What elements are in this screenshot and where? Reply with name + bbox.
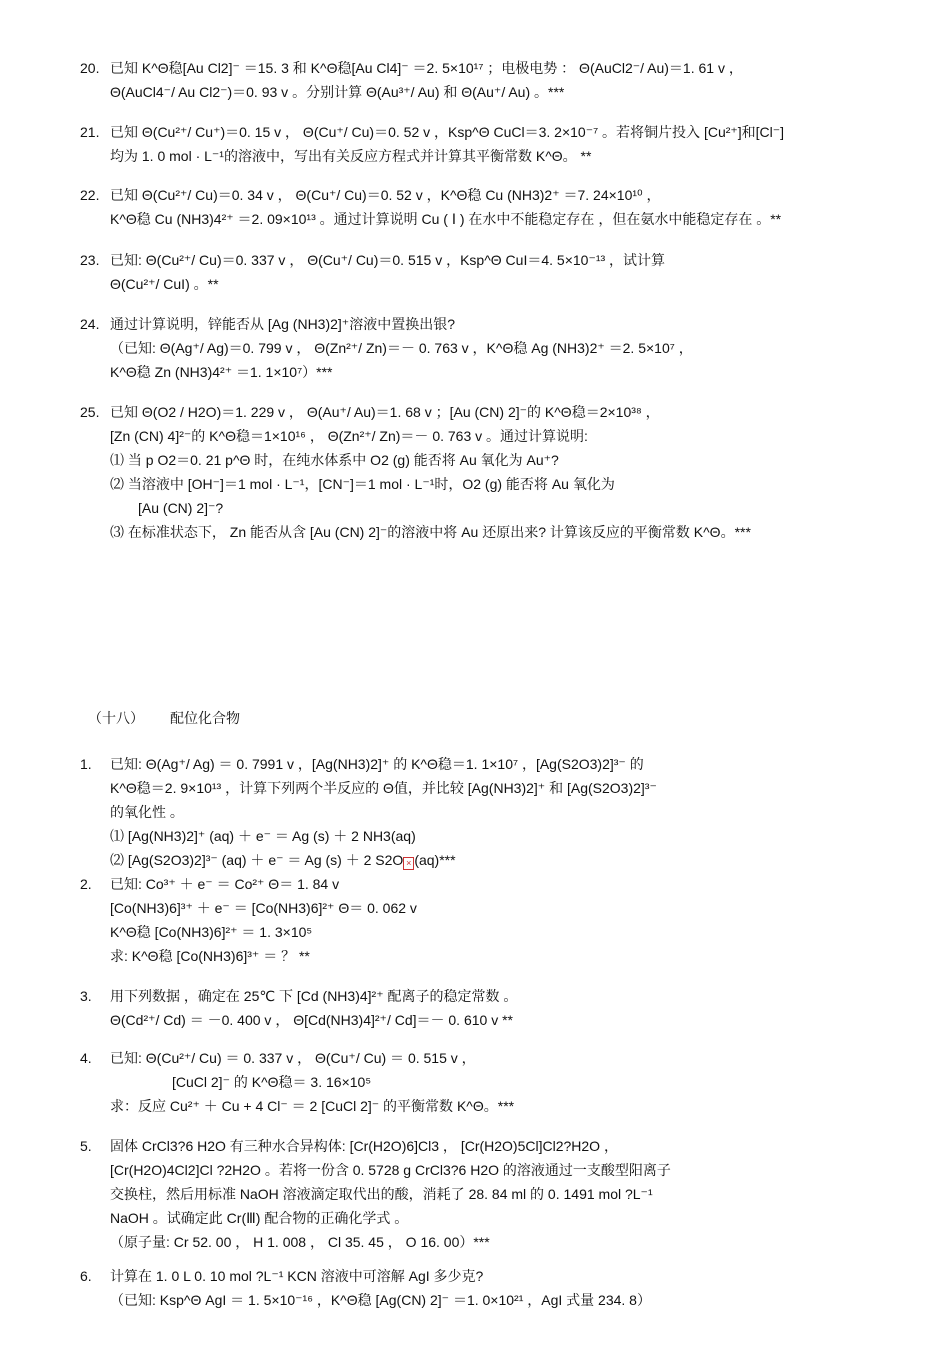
problem-text: [Co(NH3)6]³⁺ ＋ e⁻ ＝ [Co(NH3)6]²⁺ Θ＝ 0. 062 v bbox=[110, 900, 417, 916]
problem-text: 计算在 1. 0 L 0. 10 mol ?L⁻¹ KCN 溶液中可溶解 AgI 多少克? bbox=[110, 1268, 484, 1284]
problem-text: 的氧化性 。 bbox=[110, 804, 184, 820]
problem-number: 20. bbox=[80, 60, 100, 76]
problem-line bbox=[80, 984, 900, 1008]
section-heading bbox=[88, 706, 240, 730]
problem-text: （已知: Ksp^Θ AgI ＝ 1. 5×10⁻¹⁶ ，K^Θ稳 [Ag(CN) 2]⁻ ＝1. 0×10²¹ ，AgI 式量 234. 8） bbox=[110, 1292, 651, 1308]
problem-text: ⑵ [Ag(S2O3)2]³⁻ (aq) ＋ e⁻ ＝ Ag (s) ＋ 2 S2O bbox=[110, 852, 404, 868]
problem-text: 已知: Co³⁺ ＋ e⁻ ＝ Co²⁺ Θ＝ 1. 84 v bbox=[110, 876, 340, 892]
problem-line bbox=[80, 1134, 900, 1158]
problem-line bbox=[80, 920, 900, 944]
problem-text: K^Θ稳＝2. 9×10¹³ ，计算下列两个半反应的 Θ值，并比较 [Ag(NH3)2]⁺ 和 [Ag(S2O3)2]³⁻ bbox=[110, 780, 657, 796]
problem-text: NaOH 。试确定此 Cr(Ⅲ) 配合物的正确化学式 。 bbox=[110, 1210, 409, 1226]
problem-text: 已知: Θ(Cu²⁺/ Cu) ＝ 0. 337 v ， Θ(Cu⁺/ Cu) ＝ 0. 515 v ， bbox=[110, 1050, 476, 1066]
problem-line bbox=[80, 56, 900, 80]
problem-line bbox=[80, 207, 900, 231]
problem-text: ⑵ 当溶液中 [OH⁻]＝1 mol · L⁻¹，[CN⁻]＝1 mol · L⁻¹时，O2 (g) 能否将 Au 氧化为 bbox=[110, 476, 615, 492]
problem-line bbox=[80, 424, 900, 448]
problem-20 bbox=[80, 56, 900, 104]
problem-text: 求：反应 Cu²⁺ ＋ Cu + 4 Cl⁻ ＝ 2 [CuCl 2]⁻ 的平衡常数 K^Θ。*** bbox=[110, 1098, 515, 1114]
problem-text: 均为 1. 0 mol · L⁻¹的溶液中，写出有关反应方程式并计算其平衡常数 K^Θ。 ** bbox=[110, 148, 592, 164]
problem-text: ⑴ 当 p O2＝0. 21 p^Θ 时，在纯水体系中 O2 (g) 能否将 Au 氧化为 Au⁺? bbox=[110, 452, 559, 468]
problem-line bbox=[80, 1070, 900, 1094]
problem-number: 6. bbox=[80, 1268, 92, 1284]
problem-text: K^Θ稳 Cu (NH3)4²⁺ ＝2. 09×10¹³ 。通过计算说明 Cu ( Ⅰ ) 在水中不能稳定存在 ，但在氨水中能稳定存在 。** bbox=[110, 211, 782, 227]
problem-line bbox=[80, 896, 900, 920]
problem-line bbox=[80, 360, 900, 384]
problem-line bbox=[80, 1230, 900, 1254]
section-number: （十八） bbox=[88, 710, 144, 726]
problem-number: 25. bbox=[80, 404, 100, 420]
problem-text: Θ(Cu²⁺/ CuI) 。** bbox=[110, 276, 219, 292]
problem-line bbox=[80, 520, 900, 544]
problem-line bbox=[80, 1206, 900, 1230]
problem-text: （已知: Θ(Ag⁺/ Ag)＝0. 799 v ， Θ(Zn²⁺/ Zn)＝－ 0. 763 v ，K^Θ稳 Ag (NH3)2⁺ ＝2. 5×10⁷ ， bbox=[110, 340, 693, 356]
problem-line bbox=[80, 272, 900, 296]
section-problem-4 bbox=[80, 1046, 900, 1118]
problem-text: 已知: Θ(Cu²⁺/ Cu)＝0. 337 v ， Θ(Cu⁺/ Cu)＝0. 515 v ，Ksp^Θ CuI＝4. 5×10⁻¹³ ，试计算 bbox=[110, 252, 666, 268]
problem-line bbox=[80, 800, 900, 824]
problem-line bbox=[80, 1182, 900, 1206]
problem-number: 1. bbox=[80, 756, 92, 772]
problem-line bbox=[80, 1094, 900, 1118]
problem-text: （原子量: Cr 52. 00 ， H 1. 008 ， Cl 35. 45 ， O 16. 00）*** bbox=[110, 1234, 490, 1250]
problem-line bbox=[80, 848, 900, 872]
problem-number: 22. bbox=[80, 187, 100, 203]
problem-text: Θ(AuCl4⁻/ Au Cl2⁻)＝0. 93 v 。分别计算 Θ(Au³⁺/ Au) 和 Θ(Au⁺/ Au) 。*** bbox=[110, 84, 565, 100]
problem-24 bbox=[80, 312, 900, 384]
problem-line bbox=[80, 336, 900, 360]
problem-text: 已知 Θ(Cu²⁺/ Cu⁺)＝0. 15 v ， Θ(Cu⁺/ Cu)＝0. 52 v ，Ksp^Θ CuCl＝3. 2×10⁻⁷ 。若将铜片投入 [Cu²⁺]和[Cl⁻] bbox=[110, 124, 785, 140]
problem-line bbox=[80, 872, 900, 896]
section-problem-1 bbox=[80, 752, 900, 872]
problem-line bbox=[80, 752, 900, 776]
problem-text: K^Θ稳 [Co(NH3)6]²⁺ ＝ 1. 3×10⁵ bbox=[110, 924, 313, 940]
problem-text: 求: K^Θ稳 [Co(NH3)6]³⁺ ＝ ？ ** bbox=[110, 948, 310, 964]
problem-line bbox=[80, 248, 900, 272]
problem-line bbox=[80, 312, 900, 336]
problem-21 bbox=[80, 120, 900, 168]
problem-text: ⑴ [Ag(NH3)2]⁺ (aq) ＋ e⁻ ＝ Ag (s) ＋ 2 NH3(aq) bbox=[110, 828, 416, 844]
problem-number: 24. bbox=[80, 316, 100, 332]
problem-text: 交换柱，然后用标准 NaOH 溶液滴定取代出的酸，消耗了 28. 84 ml 的 0. 1491 mol ?L⁻¹ bbox=[110, 1186, 653, 1202]
problem-text: [Cr(H2O)4Cl2]Cl ?2H2O 。若将一份含 0. 5728 g CrCl3?6 H2O 的溶液通过一支酸型阳离子 bbox=[110, 1162, 671, 1178]
problem-text: 已知 Θ(O2 / H2O)＝1. 229 v ， Θ(Au⁺/ Au)＝1. 68 v ；[Au (CN) 2]⁻的 K^Θ稳＝2×10³⁸ ， bbox=[110, 404, 660, 420]
problem-23 bbox=[80, 248, 900, 296]
problem-number: 2. bbox=[80, 876, 92, 892]
problem-number: 4. bbox=[80, 1050, 92, 1066]
problem-line bbox=[80, 183, 900, 207]
problem-text: Θ(Cd²⁺/ Cd) ＝ －0. 400 v ， Θ[Cd(NH3)4]²⁺/ Cd]＝－ 0. 610 v ** bbox=[110, 1012, 513, 1028]
problem-number: 5. bbox=[80, 1138, 92, 1154]
problem-text: K^Θ稳 Zn (NH3)4²⁺ ＝1. 1×10⁷）*** bbox=[110, 364, 333, 380]
problem-text: [Au (CN) 2]⁻? bbox=[138, 500, 224, 516]
section-problem-2 bbox=[80, 872, 900, 968]
section-problem-3 bbox=[80, 984, 900, 1032]
problem-text: ⑶ 在标准状态下， Zn 能否从含 [Au (CN) 2]⁻的溶液中将 Au 还原出来? 计算该反应的平衡常数 K^Θ。*** bbox=[110, 524, 751, 540]
problem-line bbox=[80, 120, 900, 144]
problem-text: 通过计算说明，锌能否从 [Ag (NH3)2]⁺溶液中置换出银? bbox=[110, 316, 455, 332]
problem-line bbox=[80, 1288, 900, 1312]
section-title: 配位化合物 bbox=[170, 710, 240, 726]
problem-line bbox=[80, 944, 900, 968]
problem-text: [CuCl 2]⁻ 的 K^Θ稳＝ 3. 16×10⁵ bbox=[172, 1074, 372, 1090]
problem-line bbox=[80, 824, 900, 848]
problem-text: 已知: Θ(Ag⁺/ Ag) ＝ 0. 7991 v ，[Ag(NH3)2]⁺ 的 K^Θ稳＝1. 1×10⁷ ，[Ag(S2O3)2]³⁻ 的 bbox=[110, 756, 644, 772]
problem-line bbox=[80, 776, 900, 800]
problem-line bbox=[80, 1264, 900, 1288]
problem-line bbox=[80, 80, 900, 104]
section-problem-6 bbox=[80, 1264, 900, 1312]
problem-line bbox=[80, 1158, 900, 1182]
problem-line bbox=[80, 448, 900, 472]
problem-25 bbox=[80, 400, 900, 544]
problem-number: 3. bbox=[80, 988, 92, 1004]
problem-text: 固体 CrCl3?6 H2O 有三种水合异构体: [Cr(H2O)6]Cl3 ， [Cr(H2O)5Cl]Cl2?H2O ， bbox=[110, 1138, 618, 1154]
problem-text: 用下列数据 ，确定在 25℃ 下 [Cd (NH3)4]²⁺ 配离子的稳定常数 。 bbox=[110, 988, 518, 1004]
missing-glyph-icon: × bbox=[403, 857, 414, 870]
section-problem-5 bbox=[80, 1134, 900, 1254]
problem-text: [Zn (CN) 4]²⁻的 K^Θ稳＝1×10¹⁶ ， Θ(Zn²⁺/ Zn)＝－ 0. 763 v 。通过计算说明: bbox=[110, 428, 588, 444]
problem-line bbox=[80, 1046, 900, 1070]
problem-text: (aq)*** bbox=[414, 852, 456, 868]
problem-number: 23. bbox=[80, 252, 100, 268]
problem-text: 已知 Θ(Cu²⁺/ Cu)＝0. 34 v ， Θ(Cu⁺/ Cu)＝0. 52 v ，K^Θ稳 Cu (NH3)2⁺ ＝7. 24×10¹⁰ ， bbox=[110, 187, 661, 203]
problem-line bbox=[80, 496, 900, 520]
problem-22 bbox=[80, 183, 900, 231]
problem-line bbox=[80, 1008, 900, 1032]
problem-line bbox=[80, 400, 900, 424]
problem-line bbox=[80, 472, 900, 496]
problem-line bbox=[80, 144, 900, 168]
problem-number: 21. bbox=[80, 124, 100, 140]
problem-text: 已知 K^Θ稳[Au Cl2]⁻ ＝15. 3 和 K^Θ稳[Au Cl4]⁻ ＝2. 5×10¹⁷ ；电极电势 ： Θ(AuCl2⁻/ Au)＝1. 61 v ， bbox=[110, 60, 743, 76]
